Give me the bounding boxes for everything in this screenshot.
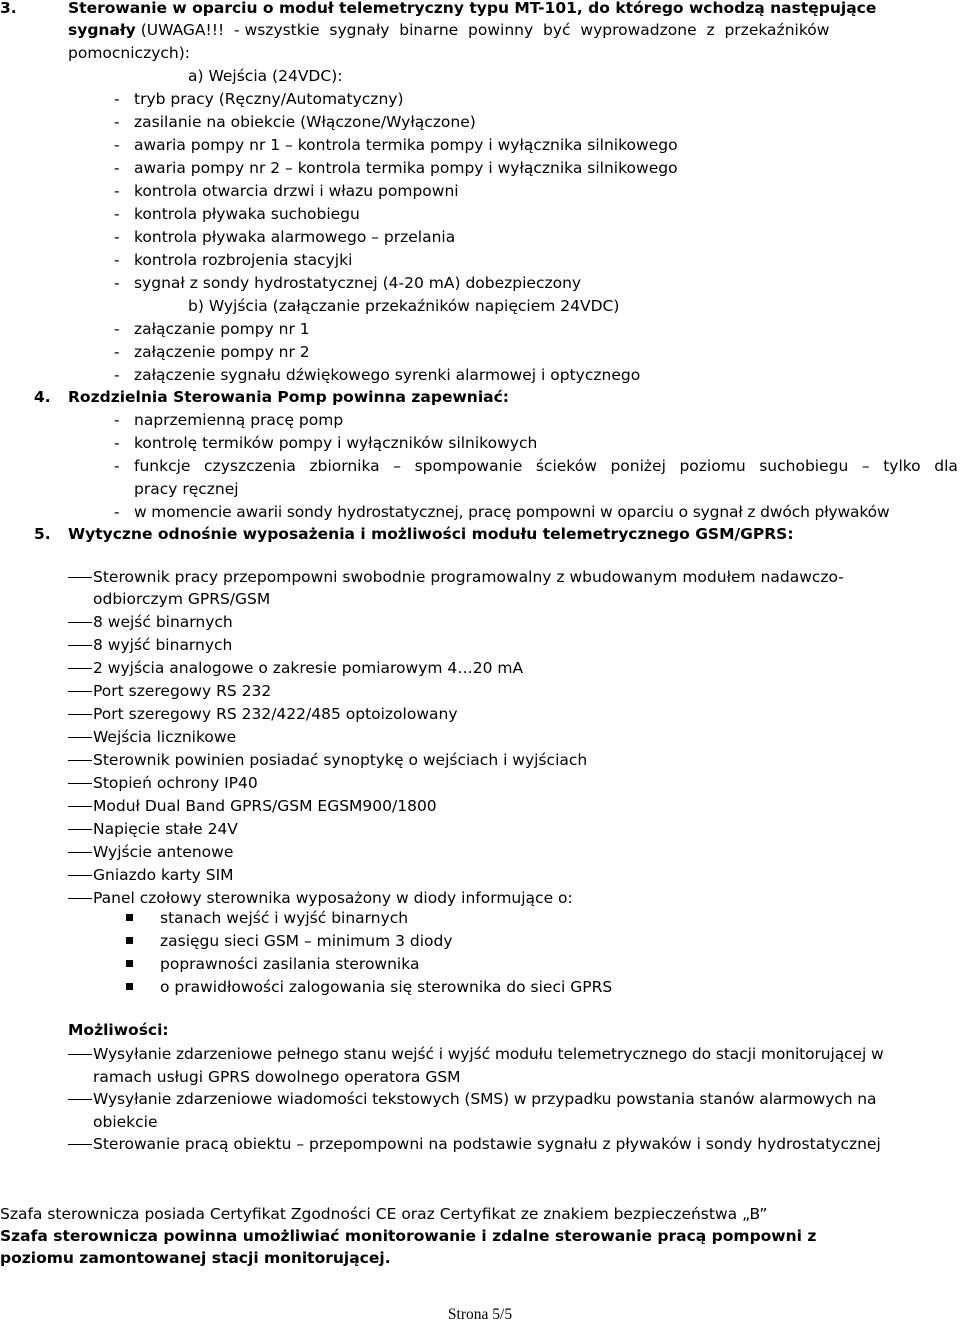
square-bullet-icon — [126, 914, 133, 921]
list-item: Wysyłanie zdarzeniowe wiadomości tekstowych (SMS) w przypadku powstania stanów alarmowych na — [93, 1090, 877, 1108]
dash-bullet — [68, 714, 92, 715]
signals-label: sygnały — [68, 21, 136, 39]
list-item-justified: funkcje czyszczenia zbiornika – spompowanie ścieków poniżej poziomu suchobiegu – tylko dla — [134, 457, 958, 475]
dash-bullet — [68, 1054, 92, 1055]
list-item: Port szeregowy RS 232/422/485 optoizolowany — [93, 705, 458, 723]
sub-list-item: zasięgu sieci GSM – minimum 3 diody — [160, 932, 453, 950]
list-item: Gniazdo karty SIM — [93, 866, 234, 884]
dash-bullet — [68, 668, 92, 669]
list-dash: - — [114, 343, 120, 361]
list-item: Sterownik pracy przepompowni swobodnie programowalny z wbudowanym modułem nadawczo- — [93, 568, 844, 586]
section-3-heading: Sterowanie w oparciu o moduł telemetryczny typu MT-101, do którego wchodzą następujące — [68, 0, 877, 17]
square-bullet-icon — [126, 960, 133, 967]
section-4-number: 4. — [34, 388, 51, 406]
warning-note: (UWAGA!!! - wszystkie sygnały binarne powinny być wyprowadzone z przekaźników — [140, 21, 830, 39]
dash-bullet — [68, 829, 92, 830]
list-item-continuation: obiekcie — [93, 1113, 158, 1131]
dash-bullet — [68, 577, 92, 578]
list-item: 8 wyjść binarnych — [93, 636, 233, 654]
list-item-continuation: ramach usługi GPRS dowolnego operatora GSM — [93, 1068, 461, 1086]
page-number: Strona 5/5 — [447, 1306, 513, 1323]
list-item: 8 wejść binarnych — [93, 613, 233, 631]
outputs-title: b) Wyjścia (załączanie przekaźników napięciem 24VDC) — [188, 297, 620, 315]
list-item: załączenie sygnału dźwiękowego syrenki alarmowej i optycznego — [134, 366, 641, 384]
list-item: załączenie pompy nr 2 — [134, 343, 310, 361]
list-item: kontrola pływaka alarmowego – przelania — [134, 228, 456, 246]
section-3-number: 3. — [0, 0, 17, 17]
list-item: kontrolę termików pompy i wyłączników silnikowych — [134, 434, 538, 452]
list-item: naprzemienną pracę pomp — [134, 411, 344, 429]
list-dash: - — [114, 205, 120, 223]
list-dash: - — [114, 136, 120, 154]
list-dash: - — [114, 182, 120, 200]
list-item: Stopień ochrony IP40 — [93, 774, 258, 792]
list-dash: - — [114, 366, 120, 384]
list-item: załączanie pompy nr 1 — [134, 320, 310, 338]
list-item: Moduł Dual Band GPRS/GSM EGSM900/1800 — [93, 797, 437, 815]
dash-bullet — [68, 645, 92, 646]
certificate-statement: Szafa sterownicza posiada Certyfikat Zgodności CE oraz Certyfikat ze znakiem bezpieczeństwa „B” — [0, 1205, 768, 1223]
list-item: Wysyłanie zdarzeniowe pełnego stanu wejść i wyjść modułu telemetrycznego do stacji monitorującej w — [93, 1045, 884, 1063]
list-item: Panel czołowy sterownika wyposażony w diody informujące o: — [93, 889, 573, 907]
list-dash: - — [114, 411, 120, 429]
sub-list-item: poprawności zasilania sterownika — [160, 955, 420, 973]
dash-bullet — [68, 1099, 92, 1100]
list-item: kontrola otwarcia drzwi i włazu pompowni — [134, 182, 459, 200]
list-item: awaria pompy nr 2 – kontrola termika pompy i wyłącznika silnikowego — [134, 159, 678, 177]
list-item: Sterownik powinien posiadać synoptykę o wejściach i wyjściach — [93, 751, 588, 769]
sub-list-item: stanach wejść i wyjść binarnych — [160, 909, 409, 927]
list-item: kontrola pływaka suchobiegu — [134, 205, 360, 223]
list-dash: - — [114, 457, 120, 475]
list-dash: - — [114, 159, 120, 177]
sub-list-item: o prawidłowości zalogowania się sterownika do sieci GPRS — [160, 978, 613, 996]
section-5-heading: Wytyczne odnośnie wyposażenia i możliwości modułu telemetrycznego GSM/GPRS: — [68, 525, 794, 543]
list-item: kontrola rozbrojenia stacyjki — [134, 251, 353, 269]
list-dash: - — [114, 320, 120, 338]
list-item: sygnał z sondy hydrostatycznej (4-20 mA) dobezpieczony — [134, 274, 582, 292]
list-dash: - — [114, 251, 120, 269]
inputs-title: a) Wejścia (24VDC): — [188, 67, 343, 85]
dash-bullet — [68, 1144, 92, 1145]
list-dash: - — [114, 90, 120, 108]
list-item: Sterowanie pracą obiektu – przepompowni na podstawie sygnału z pływaków i sondy hydrostatycznej — [93, 1135, 881, 1153]
square-bullet-icon — [126, 983, 133, 990]
dash-bullet — [68, 852, 92, 853]
capabilities-title: Możliwości: — [68, 1021, 169, 1039]
monitoring-statement: Szafa sterownicza powinna umożliwiać monitorowanie i zdalne sterowanie pracą pompowni z — [0, 1227, 817, 1245]
list-item: zasilanie na obiekcie (Włączone/Wyłączone) — [134, 113, 476, 131]
list-dash: - — [114, 434, 120, 452]
section-3-heading-line2 — [68, 19, 960, 41]
list-item: awaria pompy nr 1 – kontrola termika pompy i wyłącznika silnikowego — [134, 136, 678, 154]
dash-bullet — [68, 875, 92, 876]
square-bullet-icon — [126, 937, 133, 944]
dash-bullet — [68, 622, 92, 623]
dash-bullet — [68, 783, 92, 784]
dash-bullet — [68, 737, 92, 738]
list-item: tryb pracy (Ręczny/Automatyczny) — [134, 90, 404, 108]
dash-bullet — [68, 691, 92, 692]
section-3-heading-line3: pomocniczych): — [68, 44, 191, 62]
list-item: 2 wyjścia analogowe o zakresie pomiarowym 4…20 mA — [93, 659, 524, 677]
monitoring-statement-continuation: poziomu zamontowanej stacji monitorującej. — [0, 1249, 391, 1267]
list-item-continuation: pracy ręcznej — [134, 480, 239, 498]
section-4-heading: Rozdzielnia Sterowania Pomp powinna zapewniać: — [68, 388, 509, 406]
list-dash: - — [114, 503, 120, 521]
list-item: Napięcie stałe 24V — [93, 820, 238, 838]
list-dash: - — [114, 113, 120, 131]
list-item-continuation: odbiorczym GPRS/GSM — [93, 590, 271, 608]
list-item: w momencie awarii sondy hydrostatycznej, pracę pompowni w oparciu o sygnał z dwóch pływaków — [134, 503, 890, 521]
list-dash: - — [114, 228, 120, 246]
list-dash: - — [114, 274, 120, 292]
list-item: Wejścia licznikowe — [93, 728, 237, 746]
dash-bullet — [68, 898, 92, 899]
dash-bullet — [68, 760, 92, 761]
list-item: Port szeregowy RS 232 — [93, 682, 272, 700]
list-item: Wyjście antenowe — [93, 843, 234, 861]
dash-bullet — [68, 806, 92, 807]
section-5-number: 5. — [34, 525, 51, 543]
